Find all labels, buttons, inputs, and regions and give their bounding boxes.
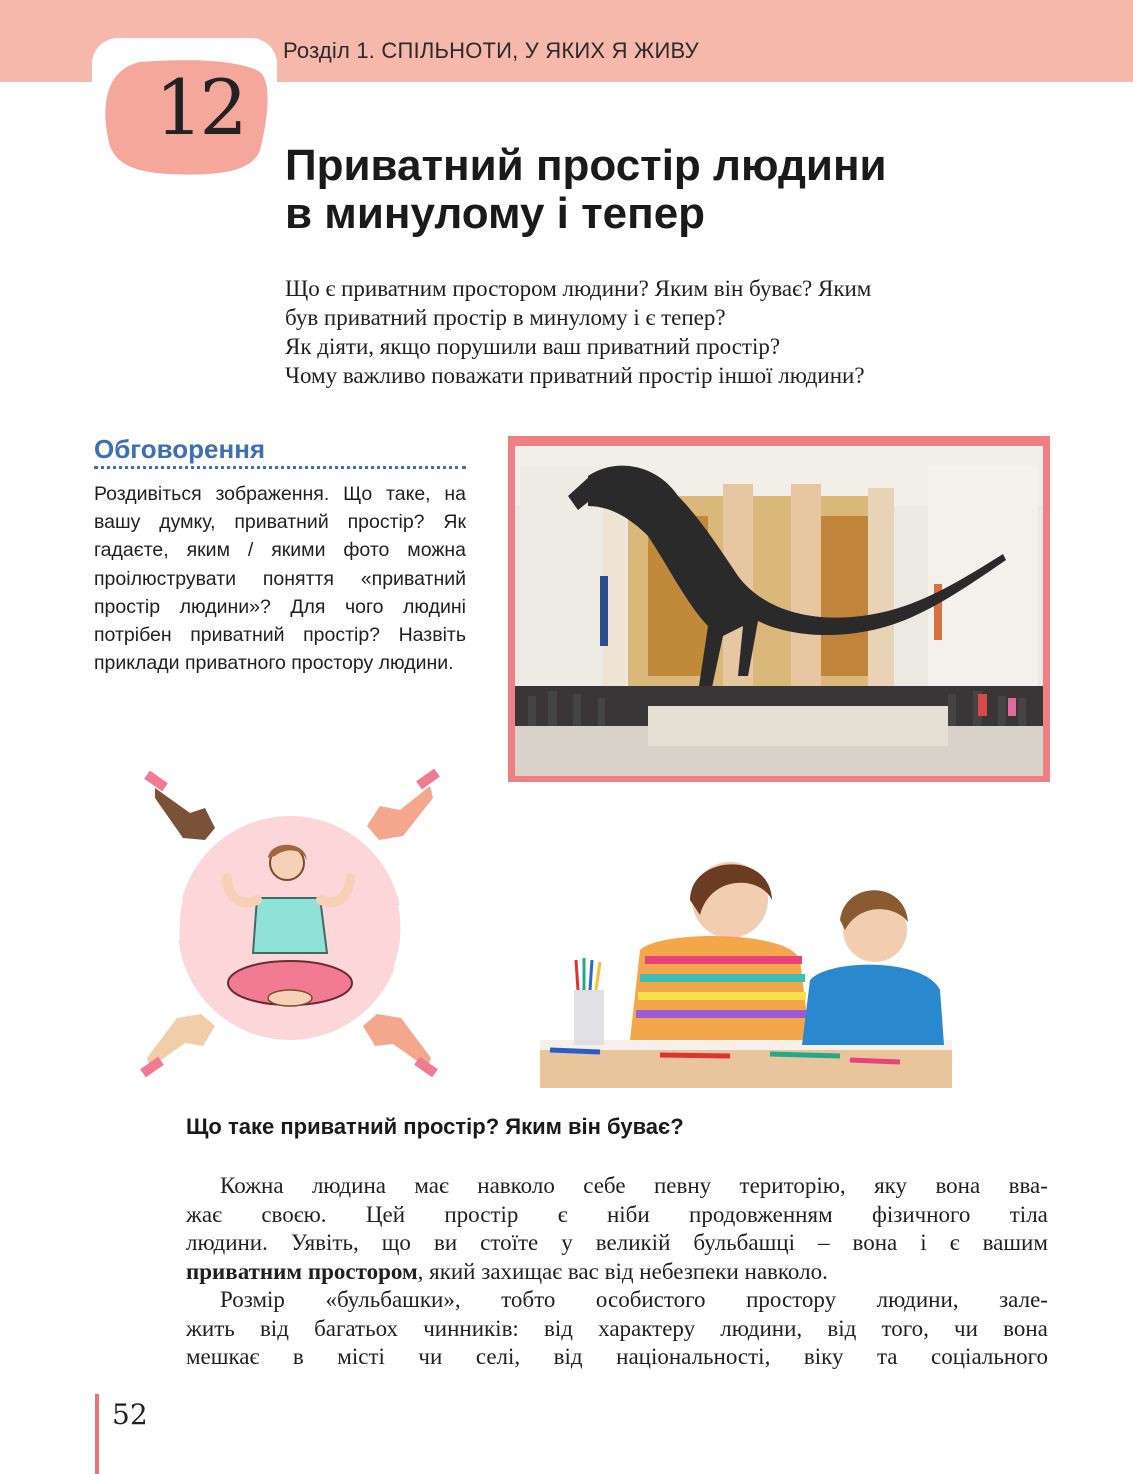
word: –: [818, 1230, 830, 1255]
word: соціального: [931, 1344, 1048, 1369]
word: людини,: [720, 1315, 803, 1341]
children-drawing-photo: [540, 840, 952, 1088]
word: вашим: [982, 1230, 1048, 1255]
section-label: Розділ 1. СПІЛЬНОТИ, У ЯКИХ Я ЖИВУ: [283, 38, 699, 63]
word: ви: [433, 1230, 458, 1255]
word: жає: [186, 1201, 222, 1227]
word: людина: [311, 1173, 386, 1198]
body-line: [186, 1172, 1048, 1201]
word: від: [553, 1344, 583, 1369]
word: має: [414, 1173, 449, 1198]
body-line: [186, 1315, 1048, 1344]
hand-top-left: [144, 771, 215, 840]
word: Розмір: [220, 1287, 285, 1312]
word: місті: [337, 1344, 385, 1369]
word: того,: [881, 1315, 929, 1341]
museum-dinosaur-photo: [508, 436, 1050, 782]
section-heading: Що таке приватний простір? Яким він буває?: [186, 1114, 684, 1139]
word: простору: [746, 1287, 837, 1312]
word: стоїте: [480, 1230, 539, 1255]
line-text: , який захищає вас від небезпеки навколо.: [417, 1258, 828, 1284]
body-line: [186, 1229, 1048, 1258]
question-line: Що є приватним простором людини? Яким він буває? Яким: [285, 276, 872, 301]
page-margin-rule: [95, 1394, 99, 1474]
word: вва-: [1008, 1173, 1048, 1198]
section-body: [186, 1172, 1048, 1372]
word: характеру: [598, 1315, 696, 1341]
word: ніби: [606, 1201, 650, 1227]
word: бульбашці: [693, 1230, 795, 1255]
word: продовженням: [689, 1201, 833, 1227]
hand-bottom-left: [140, 1014, 215, 1077]
title-line-1: Приватний простір людини: [285, 141, 887, 190]
word: національності,: [616, 1344, 771, 1369]
body-line: [186, 1286, 1048, 1315]
lesson-number: 12: [155, 63, 244, 152]
word: Уявіть,: [290, 1230, 359, 1255]
word: людини.: [186, 1230, 268, 1255]
word: багатьох: [314, 1315, 399, 1341]
word: фізичного: [871, 1201, 971, 1227]
personal-space-illustration: [135, 768, 440, 1088]
body-line: [186, 1258, 1048, 1287]
question-line: був приватний простір в минулому і є тепер?: [285, 305, 726, 330]
page-number: 52: [112, 1398, 148, 1431]
key-term: приватним простором: [186, 1258, 418, 1284]
hand-top-right: [367, 769, 440, 840]
word: Кожна: [220, 1173, 284, 1198]
word: великій: [595, 1230, 671, 1255]
word: жить: [186, 1315, 235, 1341]
word: «бульбашки»,: [325, 1287, 461, 1312]
word: своєю.: [261, 1201, 327, 1227]
word: яку: [874, 1173, 908, 1198]
word: себе: [583, 1173, 626, 1198]
body-line: [186, 1201, 1048, 1230]
word: і: [920, 1230, 927, 1255]
word: вона: [1003, 1315, 1048, 1341]
lesson-title: [285, 142, 1085, 238]
word: є: [949, 1230, 960, 1255]
word: мешкає: [186, 1344, 260, 1369]
discussion-divider: [94, 466, 466, 469]
word: є: [557, 1201, 568, 1227]
word: в: [292, 1344, 304, 1369]
word: вона: [852, 1230, 898, 1255]
discussion-title: Обговорення: [94, 434, 266, 464]
word: зале-: [999, 1287, 1048, 1312]
word: територію,: [739, 1173, 846, 1198]
word: певну: [653, 1173, 712, 1198]
word: простір: [444, 1201, 519, 1227]
word: тобто: [501, 1287, 556, 1312]
word: чинників:: [423, 1315, 519, 1341]
word: що: [381, 1230, 411, 1255]
discussion-text: Роздивіться зображення. Що таке, на вашу думку, приватний простір? Як гадаєте, яким / якими фото можна проілюструвати поняття «приватний простір людини»? Для чого людині потрібен приватний простір? Назвіть приклади приватного простору людини.: [94, 483, 466, 675]
word: тіла: [1009, 1201, 1048, 1227]
body-line: [186, 1343, 1048, 1372]
word: особистого: [595, 1287, 706, 1312]
question-line: Як діяти, якщо порушили ваш приватний простір?: [285, 334, 781, 359]
word: селі,: [475, 1344, 521, 1369]
word: від: [259, 1315, 289, 1341]
word: людини,: [876, 1287, 959, 1312]
lesson-questions: [285, 274, 1085, 390]
word: чи: [418, 1344, 443, 1369]
word: віку: [803, 1344, 844, 1369]
hand-bottom-right: [363, 1014, 438, 1077]
word: та: [876, 1344, 898, 1369]
word: від: [827, 1315, 857, 1341]
word: вона: [935, 1173, 981, 1198]
word: у: [561, 1230, 573, 1255]
word: від: [544, 1315, 573, 1341]
word: Цей: [365, 1201, 406, 1227]
question-line: Чому важливо поважати приватний простір іншої людини?: [285, 363, 865, 388]
word: навколо: [477, 1173, 555, 1198]
word: чи: [954, 1315, 978, 1341]
title-line-2: в минулому і тепер: [285, 189, 706, 238]
